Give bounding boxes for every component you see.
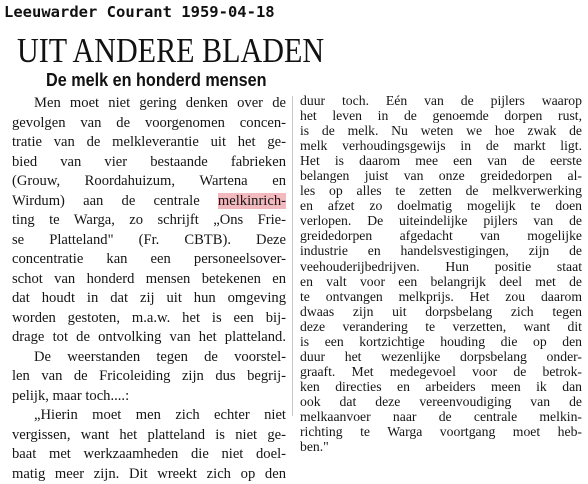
text-line: baat met werkzaamheden die niet doel- (12, 445, 286, 465)
text-line: pelijk, maar toch....: (12, 387, 286, 407)
text-line: ting te Warga, zo schrijft „Ons Frie- (12, 211, 286, 231)
text-line: tratie van de melkleverantie uit het ge- (12, 133, 286, 153)
subheadline: De melk en honderd mensen (46, 70, 267, 91)
text-line: schot van honderd mensen betekenen en (12, 270, 286, 290)
headline: UIT ANDERE BLADEN (17, 33, 324, 68)
text-line: dwaas zijn uit dorpsbelang zich tegen (300, 304, 582, 319)
text-line: het leven in de genoemde dorpen rust, (300, 108, 582, 123)
text-line: richting te Warga voortgang moet heb- (300, 424, 582, 439)
text-line: ook dat deze vereenvoudiging van de (300, 394, 582, 409)
text-line: ben." (300, 439, 582, 454)
text-line: industrie en handelsvestigingen, zijn de (300, 243, 582, 258)
text-line: concentratie kan een personeelsover- (12, 250, 286, 270)
text-line: deze verandering te verzetten, want dit (300, 319, 582, 334)
text-line: is de melk. Nu weten we hoe zwak de (300, 123, 582, 138)
column-divider (292, 96, 293, 416)
text-line: ken directies en arbeiders meen ik dan (300, 379, 582, 394)
text-line: duur het wezenlijke dorpsbelang onder- (300, 349, 582, 364)
text-line: matig meer zijn. Dit wreekt zich op den (12, 465, 286, 484)
text-line: en valt voor een belangrijk deel met de (300, 274, 582, 289)
text-line: is een kortzichtige houding die op den (300, 334, 582, 349)
text-line: les op alles te zetten de melkverwerking (300, 183, 582, 198)
text-line: se Platteland" (Fr. CBTB). Deze (12, 231, 286, 251)
text-line: dat houdt in dat zij uit hun omgeving (12, 289, 286, 309)
text-line: gevolgen van de voorgenomen concen- (12, 114, 286, 134)
text-line: veehouderijbedrijven. Hun positie staat (300, 259, 582, 274)
text-line: drage tot de ontvolking van het platteland. (12, 328, 286, 348)
text-line: vergissen, want het platteland is niet ge- (12, 426, 286, 446)
highlighted-word: melkinrich- (218, 193, 286, 209)
text-fragment: Wirdum) aan de centrale (12, 193, 200, 209)
text-line: (Grouw, Roordahuizum, Wartena en (12, 172, 286, 192)
article-column-right (300, 93, 582, 454)
text-line: len van de Fricoleiding zijn dus begrij- (12, 367, 286, 387)
text-line: bied van vier bestaande fabrieken (12, 153, 286, 173)
text-line: melkaanvoer naar de centrale melkin- (300, 409, 582, 424)
text-line: „Hierin moet men zich echter niet (12, 406, 286, 426)
text-line: melk verhoudingsgewijs in de markt ligt. (300, 138, 582, 153)
text-line: duur toch. Eén van de pijlers waarop (300, 93, 582, 108)
text-line: Men moet niet gering denken over de (12, 94, 286, 114)
text-line: te ontvangen melkprijs. Het zou daarom (300, 289, 582, 304)
text-line: en afzet zo doelmatig mogelijk te doen (300, 198, 582, 213)
article-column-left (12, 94, 286, 484)
text-line: De weerstanden tegen de voorstel- (12, 348, 286, 368)
text-line: greidedorpen afgedacht van mogelijke (300, 228, 582, 243)
text-line: verlopen. De uiteindelijke pijlers van de (300, 213, 582, 228)
text-line: worden gestoten, m.a.w. het is een bij- (12, 309, 286, 329)
source-line: Leeuwarder Courant 1959-04-18 (4, 3, 275, 21)
text-line: graaft. Met medegevoel voor de betrok- (300, 364, 582, 379)
text-line: belangen juist van onze greidedorpen al- (300, 168, 582, 183)
text-line: Het is daarom mee een van de eerste (300, 153, 582, 168)
text-line (12, 192, 286, 212)
